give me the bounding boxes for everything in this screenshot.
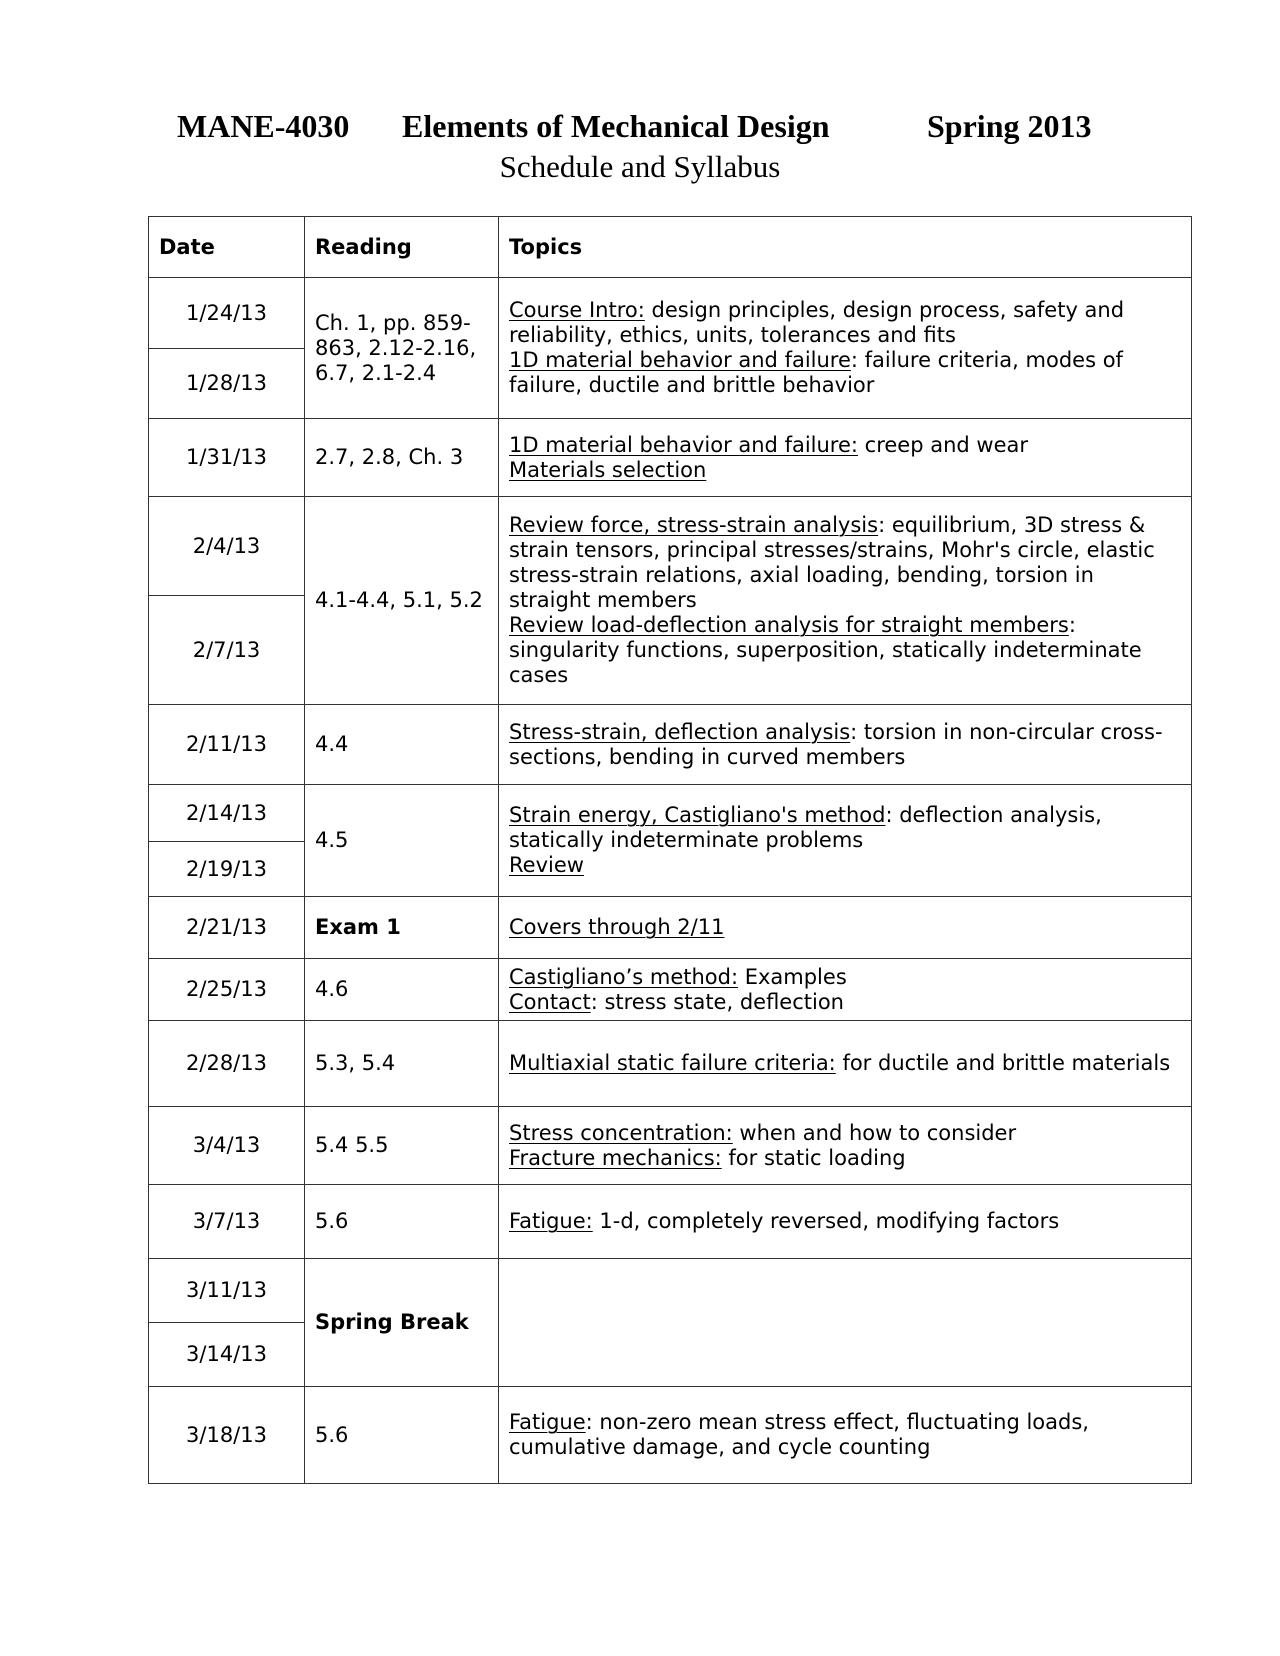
subtitle-text: Schedule and Syllabus [499,149,781,184]
topic-text: 1-d, completely reversed, modifying factors [592,1209,1060,1233]
topic-text: when and how to consider [732,1120,1017,1145]
reading-cell: 4.6 [305,959,499,1021]
reading-cell: Ch. 1, pp. 859-863, 2.12-2.16, 6.7, 2.1-2.4 [305,278,499,419]
topic-heading: Fatigue [509,1410,586,1434]
topic-heading: Contact [509,989,591,1014]
topics-cell [499,497,1192,705]
topics-cell [499,278,1192,419]
topics-cell [499,1185,1192,1259]
topics-cell [499,1387,1192,1484]
date-cell: 3/4/13 [149,1107,305,1185]
date-cell: 2/14/13 [149,785,305,842]
topic-text: : non-zero mean stress effect, fluctuating loads, cumulative damage, and cycle counting [509,1410,1089,1459]
topics-cell [499,1259,1192,1387]
date-cell: 1/31/13 [149,419,305,497]
topic-text: : torsion in non-circular cross-sections, bending in curved members [509,719,1163,769]
topic-text: Examples [738,964,847,989]
table-header-row [149,217,1192,278]
reading-cell: 4.1-4.4, 5.1, 5.2 [305,497,499,705]
date-cell: 1/28/13 [149,349,305,419]
topic-heading: Stress concentration: [509,1120,733,1145]
table-row [149,1387,1192,1484]
topics-cell [499,705,1192,785]
title-line [0,108,1280,152]
table-row [149,1185,1192,1259]
topic-text: : deflection analysis, statically indeterminate problems [509,803,1102,852]
topic-text: for ductile and brittle materials [835,1051,1171,1075]
course-term: Spring 2013 [927,108,1092,144]
course-name: Elements of Mechanical Design [402,108,830,144]
date-cell: 3/7/13 [149,1185,305,1259]
table-row [149,1259,1192,1323]
column-header-date: Date [149,217,305,278]
table-row [149,897,1192,959]
topic-heading: Course Intro: [509,298,645,322]
date-cell: 2/28/13 [149,1021,305,1107]
reading-cell: Spring Break [305,1259,499,1387]
date-cell: 2/19/13 [149,842,305,897]
topics-cell [499,1021,1192,1107]
topic-heading: Fracture mechanics: [509,1145,722,1170]
topic-heading: 1D material behavior and failure [509,348,851,372]
table-row [149,705,1192,785]
topic-heading: Review [509,853,584,877]
reading-cell: Exam 1 [305,897,499,959]
date-cell: 2/11/13 [149,705,305,785]
topics-cell [499,897,1192,959]
page-header [0,108,1280,185]
reading-cell: 4.4 [305,705,499,785]
table-row [149,785,1192,842]
column-header-topics: Topics [499,217,1192,278]
table-row [149,959,1192,1021]
topic-heading: 1D material behavior and failure: [509,432,858,457]
reading-cell: 5.6 [305,1387,499,1484]
topic-text: : singularity functions, superposition, statically indeterminate cases [509,613,1142,687]
topic-heading: Stress-strain, deflection analysis [509,719,851,744]
topic-heading: Castigliano’s method: [509,964,739,989]
date-cell: 2/4/13 [149,497,305,596]
topic-heading: Fatigue: [509,1209,593,1233]
topic-heading: Covers through 2/11 [509,915,725,939]
table-row [149,497,1192,596]
topics-cell [499,959,1192,1021]
topic-text: creep and wear [857,432,1029,457]
topic-text: : equilibrium, 3D stress & strain tensors, principal stresses/strains, Mohr's circle, elastic stress-strain relations, axial loading, bending, torsion in straight members [509,513,1155,612]
date-cell: 2/7/13 [149,596,305,705]
table-row [149,419,1192,497]
topic-heading: Strain energy, Castigliano's method [509,803,886,827]
table-row [149,278,1192,349]
course-code: MANE-4030 [177,108,350,144]
reading-cell: 5.4 5.5 [305,1107,499,1185]
topic-heading: Review load-deflection analysis for straight members [509,613,1069,637]
topic-heading: Review force, stress-strain analysis [509,513,879,537]
date-cell: 2/25/13 [149,959,305,1021]
reading-cell: 2.7, 2.8, Ch. 3 [305,419,499,497]
topic-text: : failure criteria, modes of failure, ductile and brittle behavior [509,348,1123,397]
reading-cell: 5.3, 5.4 [305,1021,499,1107]
topic-heading: Multiaxial static failure criteria: [509,1051,836,1075]
topic-text: design principles, design process, safety and reliability, ethics, units, tolerances and fits [509,298,1125,347]
topic-heading: Materials selection [509,457,707,482]
page-subtitle [0,149,1280,185]
topics-cell [499,419,1192,497]
date-cell: 3/18/13 [149,1387,305,1484]
column-header-reading: Reading [305,217,499,278]
reading-cell: 4.5 [305,785,499,897]
date-cell: 3/11/13 [149,1259,305,1323]
topic-text: : stress state, deflection [590,989,844,1014]
date-cell: 1/24/13 [149,278,305,349]
table-row [149,1021,1192,1107]
table-row [149,1107,1192,1185]
reading-cell: 5.6 [305,1185,499,1259]
date-cell: 3/14/13 [149,1323,305,1387]
date-cell: 2/21/13 [149,897,305,959]
topics-cell [499,1107,1192,1185]
schedule-table [148,216,1192,1484]
topics-cell [499,785,1192,897]
topic-text: for static loading [721,1145,906,1170]
